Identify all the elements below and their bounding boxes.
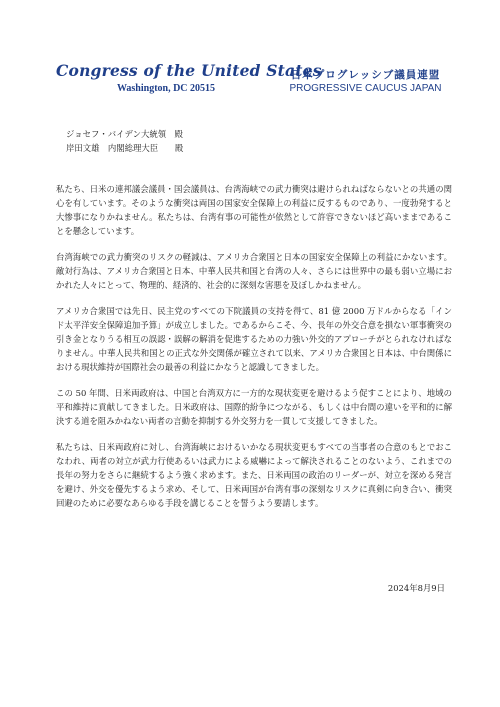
paragraph-risk-reduction: 台湾海峡での武力衝突のリスクの軽減は、アメリカ合衆国と日本の国家安全保障上の利益にかないます。敵対行為は、アメリカ合衆国と日本、中華人民共和国と台湾の人々、さらには世界中の最も弱い立場におかれた人々にとって、物理的、経済的、社会的に深刻な害悪を及ぼしかねません。 [56, 252, 452, 290]
caucus-name-japanese: 日本プログレッシブ議員連盟 [290, 69, 441, 81]
paragraph-shared-concern: 私たち、日米の連邦議会議員・国会議員は、台湾海峡での武力衝突は避けられねばならないとの共通の関心を有しています。そのような衝突は両国の国家安全保障上の利益に反するものであり、一度勃発すると大惨事になりかねません。私たちは、台湾有事の可能性が依然として許容できないほど高いままであることを懸念しています。 [56, 184, 452, 236]
paragraph-request: 私たちは、日米両政府に対し、台湾海峡におけるいかなる現状変更もすべての当事者の合意のもとでおこなわれ、両者の対立が武力行使あるいは武力による威嚇によって解決されることのないよう、これまでの長年の努力をさらに継続するよう強く求めます。また、日米両国の政治のリーダーが、対立を深める発言を避け、外交を優先するよう求め、そして、日米両国が台湾有事の深刻なリスクに真剣に向き合い、衝突回避のために必要なあらゆる手段を講じることを誓うよう要請します。 [56, 442, 452, 508]
addressee-block [66, 127, 183, 155]
caucus-name-english: PROGRESSIVE CAUCUS JAPAN [289, 83, 442, 94]
letter-date: 2024年8月9日 [387, 583, 445, 593]
addressee-kishida: 岸田文雄 内閣総理大臣 殿 [66, 143, 184, 153]
paragraph-diplomacy: アメリカ合衆国では先日、民主党のすべての下院議員の支持を得て、81 億 2000 万ドルからなる「インド太平洋安全保障追加予算」が成立しました。であるからこそ、今、長年の外交合意を損ない軍事衝突の引き金となりうる相互の誤認・誤解の解消を促進するための力強い外交的アプローチがとられなければなりません。中華人民共和国との正式な外交関係が確立されて以来、アメリカ合衆国と日本は、中台関係における現状維持が国際社会の最善の利益にかなうと認識してきました。 [56, 306, 452, 372]
letter-body [56, 182, 452, 522]
paragraph-fifty-years: この 50 年間、日米両政府は、中国と台湾双方に一方的な現状変更を避けるよう促すことにより、地域の平和維持に貢献してきました。日米政府は、国際的紛争につながる、もしくは中台間の違いを平和的に解決する道を阻みかねない両者の言動を抑制する外交努力を一貫して支援してきました。 [56, 388, 452, 426]
addressee-biden: ジョセフ・バイデン大統領 殿 [66, 129, 183, 139]
caucus-letterhead [283, 68, 448, 95]
congress-city: Washington, DC 20515 [116, 83, 216, 94]
congress-letterhead [56, 61, 322, 96]
congress-name: Congress of the United States [56, 61, 322, 80]
